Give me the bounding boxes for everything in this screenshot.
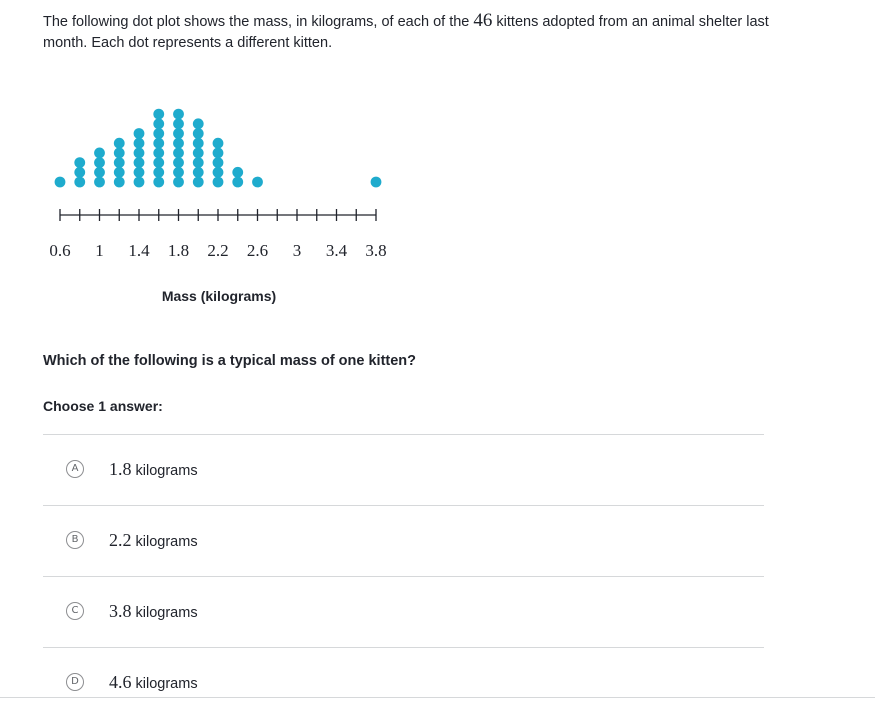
dot-plot-dot: [94, 167, 105, 178]
dot-plot-dots: [55, 109, 382, 188]
choice-c-unit: kilograms: [135, 605, 198, 621]
dot-plot-dot: [94, 177, 105, 188]
tick-label: 2.6: [246, 241, 269, 260]
dot-plot-dot: [114, 138, 125, 149]
answer-choices: [43, 434, 764, 718]
dot-plot-dot: [193, 128, 204, 139]
bottom-divider: [0, 697, 875, 698]
dot-plot-dot: [134, 167, 145, 178]
choice-c[interactable]: [43, 576, 764, 647]
kitten-count: 46: [473, 10, 493, 31]
dot-plot-dot: [153, 167, 164, 178]
dot-plot-dot: [153, 109, 164, 120]
dot-plot-dot: [94, 148, 105, 159]
choice-d-unit: kilograms: [135, 676, 198, 692]
dot-plot-dot: [114, 148, 125, 159]
choice-b-value: 2.2: [109, 530, 132, 550]
dot-plot-dot: [94, 157, 105, 168]
tick-label: 3.4: [325, 241, 348, 260]
dot-plot-dot: [153, 177, 164, 188]
dot-plot-dot: [232, 167, 243, 178]
dot-plot-dot: [134, 157, 145, 168]
choice-c-label: [109, 601, 198, 622]
dot-plot-dot: [173, 128, 184, 139]
choice-a-label: [109, 459, 198, 480]
dot-plot-dot: [55, 177, 66, 188]
dot-plot-dot: [213, 177, 224, 188]
dot-plot-dot: [173, 177, 184, 188]
dot-plot-dot: [74, 157, 85, 168]
dot-plot-dot: [213, 148, 224, 159]
dot-plot-dot: [114, 167, 125, 178]
choice-d-value: 4.6: [109, 672, 132, 692]
prompt-text-start: The following dot plot shows the mass, in kilograms, of each of the: [43, 14, 474, 30]
tick-label: 1.8: [167, 241, 190, 260]
number-line-tick-labels: [49, 241, 386, 260]
tick-label: 3: [292, 241, 302, 260]
dot-plot-dot: [193, 177, 204, 188]
prompt-text-end: kittens adopted from an animal shelter last month. Each dot represents a different kitten.: [43, 14, 769, 51]
tick-label: 1: [95, 241, 104, 260]
choice-a-value: 1.8: [109, 459, 132, 479]
dot-plot-dot: [193, 118, 204, 129]
choice-b-letter-icon: B: [66, 531, 84, 549]
choice-a[interactable]: [43, 434, 764, 505]
number-line-axis: [60, 209, 376, 221]
dot-plot-dot: [371, 177, 382, 188]
choice-c-value: 3.8: [109, 601, 132, 621]
choice-a-letter-icon: A: [66, 460, 84, 478]
dot-plot-dot: [193, 138, 204, 149]
question-prompt: [43, 10, 778, 54]
dot-plot-dot: [114, 177, 125, 188]
x-axis-label: Mass (kilograms): [161, 288, 277, 304]
dot-plot-dot: [153, 148, 164, 159]
dot-plot-dot: [153, 128, 164, 139]
choice-d-letter-icon: D: [66, 673, 84, 691]
dot-plot-dot: [173, 167, 184, 178]
dot-plot-dot: [173, 148, 184, 159]
dot-plot-dot: [173, 157, 184, 168]
choice-a-unit: kilograms: [135, 463, 198, 479]
dot-plot-dot: [193, 157, 204, 168]
dot-plot-dot: [114, 157, 125, 168]
dot-plot-dot: [153, 138, 164, 149]
question-text: Which of the following is a typical mass of one kitten?: [43, 353, 417, 369]
choose-label: Choose 1 answer:: [43, 398, 163, 414]
dot-plot-dot: [153, 118, 164, 129]
choice-b[interactable]: [43, 505, 764, 576]
dot-plot-dot: [134, 148, 145, 159]
dot-plot-dot: [74, 177, 85, 188]
choice-d[interactable]: [43, 647, 764, 718]
tick-label: 2.2: [207, 241, 229, 260]
dot-plot-dot: [173, 118, 184, 129]
tick-label: 3.8: [365, 241, 387, 260]
dot-plot: [0, 60, 420, 320]
dot-plot-dot: [193, 148, 204, 159]
dot-plot-dot: [252, 177, 263, 188]
dot-plot-dot: [213, 157, 224, 168]
dot-plot-dot: [134, 138, 145, 149]
dot-plot-dot: [134, 128, 145, 139]
dot-plot-dot: [193, 167, 204, 178]
dot-plot-dot: [232, 177, 243, 188]
choice-d-label: [109, 672, 198, 693]
dot-plot-dot: [74, 167, 85, 178]
dot-plot-dot: [173, 138, 184, 149]
dot-plot-dot: [134, 177, 145, 188]
choice-c-letter-icon: C: [66, 602, 84, 620]
choice-b-label: [109, 530, 198, 551]
tick-label: 1.4: [128, 241, 150, 260]
dot-plot-dot: [173, 109, 184, 120]
choice-b-unit: kilograms: [135, 534, 198, 550]
dot-plot-dot: [213, 138, 224, 149]
tick-label: 0.6: [49, 241, 71, 260]
dot-plot-dot: [213, 167, 224, 178]
dot-plot-dot: [153, 157, 164, 168]
